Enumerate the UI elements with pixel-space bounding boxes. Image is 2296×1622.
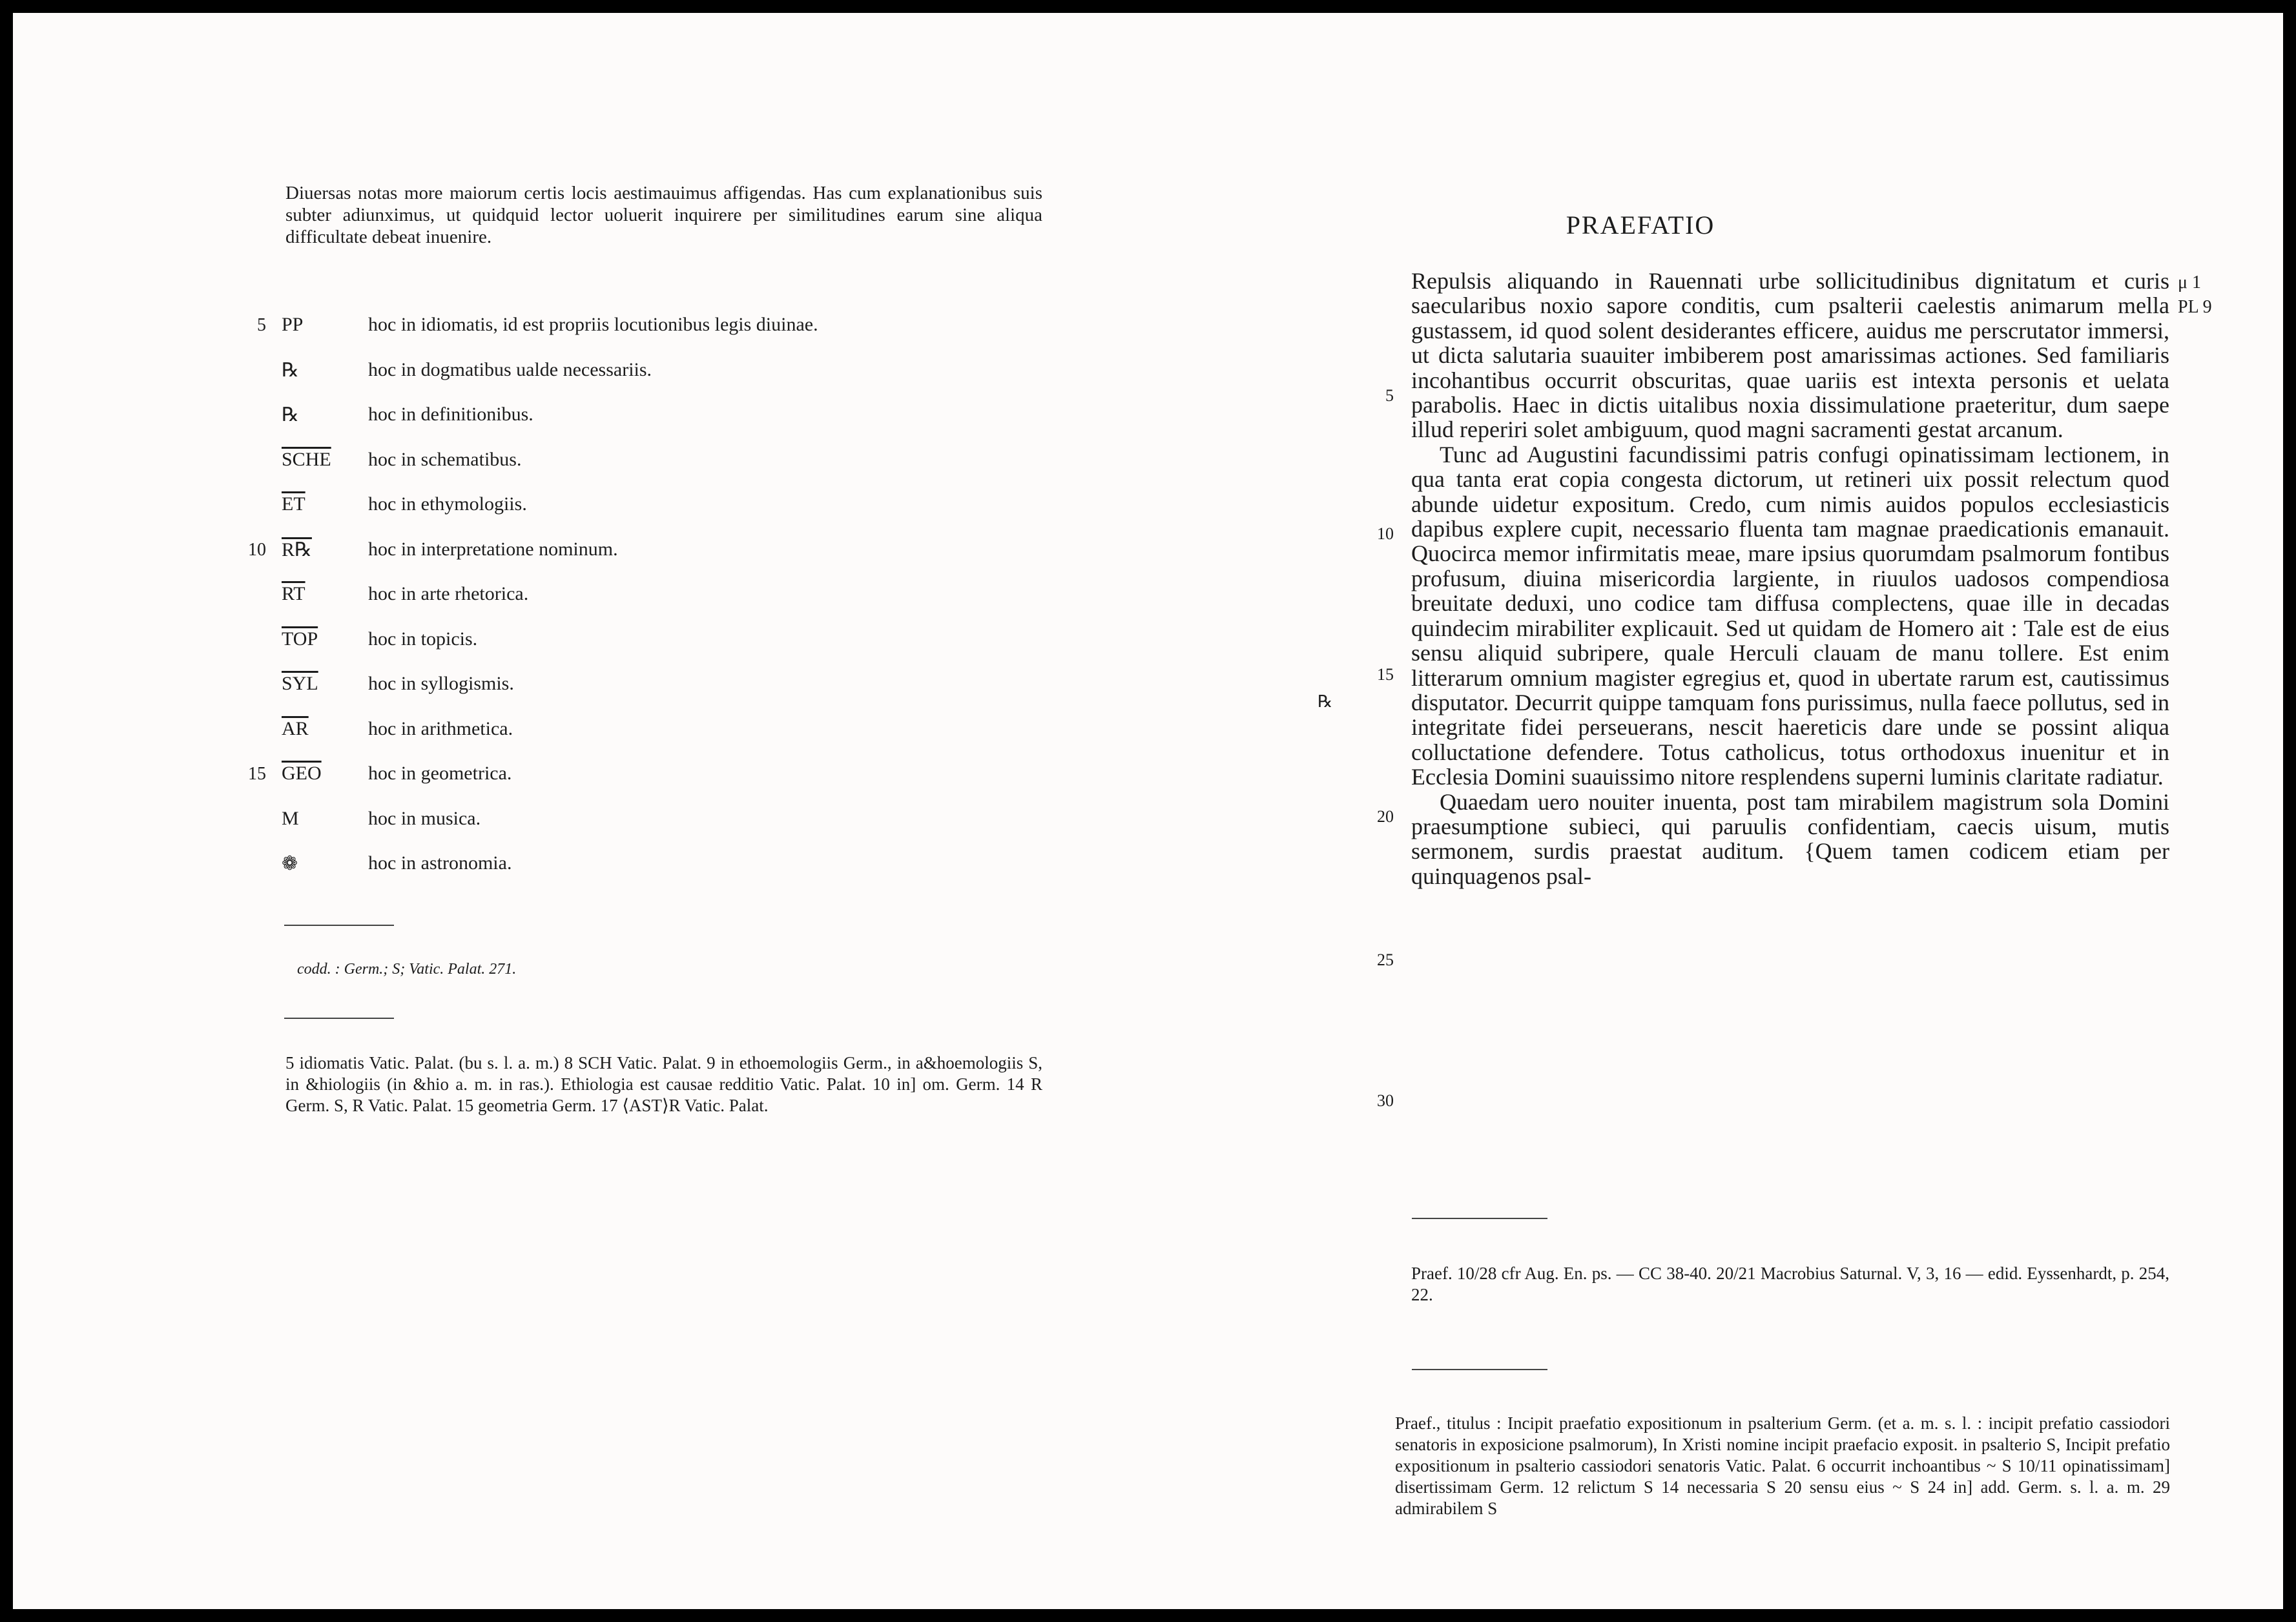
nota-row [233,852,1059,881]
nota-description: hoc in arithmetica. [368,717,513,739]
nota-description: hoc in topicis. [368,628,478,650]
nota-description: hoc in definitionibus. [368,404,533,425]
critical-apparatus-left: 5 idiomatis Vatic. Palat. (bu s. l. a. m.) 8 SCH Vatic. Palat. 9 in ethoemologiis Germ., in a&hoemologiis S, in &hiologiis (in &hio a. m. in ras.). Ethiologia est causae redditio Vatic. Palat. 10 in] om. Germ. 14 R Germ. S, R Vatic. Palat. 15 geometria Germ. 17 ⟨AST⟩R Vatic. Palat. [285,1053,1042,1115]
nota-symbol: $\overline{ET}$ [282,493,305,515]
paragraph: Quaedam uero nouiter inuenta, post tam mirabilem magistrum sola Domini praesumptione subieci, qui paruulis confidentiam, caecis uisum, mutis sermonem, surdis praestat auditum. {Quem tamen codicem etiam per quinquagenos psal- [1411,788,2169,889]
nota-row [233,539,1059,567]
line-number: 10 [248,539,266,560]
paragraph: Repulsis aliquando in Rauennati urbe sollicitudinibus dignitatum et curis saecularibus noxio sapore conditis, cum psalterii caelestis animarum mella gustassem, id quod solent desiderantes efficere, auidus me perscrutator immersi, ut dicta salutaria suauiter imbiberem post amarissimas actiones. Sed familiaris incohantibus occurrit obscuritas, quae uariis est intexta personis et uelata parabolis. Haec in dictis uitalibus noxia dissimulatione praeteritur, dum saepe illud reperiri solet ambiguum, quod magni sacramenti gestat arcanum. [1411,268,2169,443]
nota-description: hoc in dogmatibus ualde necessariis. [368,358,652,380]
nota-symbol: $\overline{AR}$ [282,717,309,739]
nota-symbol: SCHE [282,448,331,470]
line-number: 5 [1385,386,1394,405]
intro-paragraph: Diuersas notas more maiorum certis locis aestimauimus affigendas. Has cum explanationibus suis subter adiunximus, ut quidquid lector uoluerit inquirere per similitudines earum sine aliqua difficultate debeat inuenire. [285,183,1042,247]
line-number: 10 [1377,524,1394,543]
nota-row [233,673,1059,701]
nota-description: hoc in interpretatione nominum. [368,538,618,560]
nota-row [233,763,1059,791]
nota-description: hoc in geometrica. [368,763,512,784]
nota-description: hoc in schematibus. [368,448,522,470]
margin-note: μ 1 [2178,272,2202,293]
margin-note: ℞ [1318,692,1333,711]
line-number: 15 [1377,665,1394,684]
divider [1412,1369,1547,1370]
nota-symbol: ℞ [282,404,299,426]
nota-symbol: ❁ [282,853,298,874]
nota-symbol: $\overline{SYL}$ [282,673,318,694]
nota-description: hoc in ethymologiis. [368,493,527,515]
line-number: 15 [248,764,266,784]
nota-row [233,583,1059,611]
nota-row [233,808,1059,836]
nota-row [233,718,1059,746]
line-number: 5 [257,315,266,335]
nota-row [233,449,1059,477]
divider [284,1018,394,1019]
nota-row [233,359,1059,387]
book-spread [13,13,2283,1609]
nota-symbol: $\overline{GEO}$ [282,763,322,784]
nota-description: hoc in musica. [368,807,481,829]
nota-description: hoc in idiomatis, id est propriis locutionibus legis diuinae. [368,314,818,335]
nota-row [233,493,1059,522]
margin-note: PL 9 [2178,297,2212,317]
nota-symbol: PP [282,314,304,335]
line-number: 30 [1377,1091,1394,1110]
nota-symbol: $\overline{TOP}$ [282,628,318,650]
divider [1412,1218,1547,1219]
nota-description: hoc in syllogismis. [368,673,514,694]
nota-symbol: M [282,807,299,829]
critical-apparatus-right: Praef., titulus : Incipit praefatio expositionum in psalterium Germ. (et a. m. s. l. : incipit prefatio cassiodori senatoris in exposicione psalmorum), In Xristi nomine incipit praefacio exposit. in psalterio S, Incipit prefatio expositionum in psalterio cassiodori senatoris Vatic. Palat. 6 occurrit inchoantibus ~ S 10/11 opinatissimam] disertissimam Germ. 12 relictum S 14 necessaria S 20 sensu eius ~ S 24 in] add. Germ. s. l. a. m. 29 admirabilem S [1395,1413,2170,1518]
nota-symbol: $\overline{RT}$ [282,583,305,604]
nota-row [233,628,1059,657]
page-title: PRAEFATIO [1566,210,1715,240]
nota-symbol: R℞ [282,539,312,560]
line-number: 25 [1377,950,1394,969]
sources-apparatus: Praef. 10/28 cfr Aug. En. ps. — CC 38-40. 20/21 Macrobius Saturnal. V, 3, 16 — edid. Eyssenhardt, p. 254, 22. [1411,1264,2169,1304]
codices-line: codd. : Germ.; S; Vatic. Palat. 271. [297,961,517,978]
line-number: 20 [1377,807,1394,826]
divider [284,925,394,926]
nota-row [233,314,1059,342]
nota-symbol: ℞ [282,359,299,381]
nota-description: hoc in arte rhetorica. [368,583,529,604]
paragraph: Tunc ad Augustini facundissimi patris confugi opinatissimam lectionem, in qua tanta erat copia congesta dictorum, ut retineri uix possit relectum quod abunde uidetur expositum. Credo, cum nimis auidos populos ecclesiasticis dapibus explere cupit, necessario fluenta tam magnae praedicationis emanauit. Quocirca memor infirmitatis meae, mare ipsius quorumdam psalmorum fontibus profusum, diuina misericordia largiente, in riuulos uadosos compendiosa breuitate deduxi, uno codice tam diffusa complectens, quae ille in decadas quindecim mirabiliter explicauit. Sed ut quidam de Homero ait : Tale est de eius sensu aliquid subripere, quale Herculi clauam de manu tollere. Est enim litterarum omnium magister egregius et, quod in ubertate rarum est, cautissimus disputator. Decurrit quippe tamquam fons purissimus, nulla faece pollutus, sed in integritate fidei perseuerans, nescit haereticis dare unde se possint aliqua colluctatione defendere. Totus catholicus, totus orthodoxus inuenitur et in Ecclesia Domini suauissimo nitore resplendens superni luminis claritate radiatur. [1411,441,2169,790]
praefatio-text [1411,269,2169,888]
nota-description: hoc in astronomia. [368,852,512,874]
nota-row [233,404,1059,432]
